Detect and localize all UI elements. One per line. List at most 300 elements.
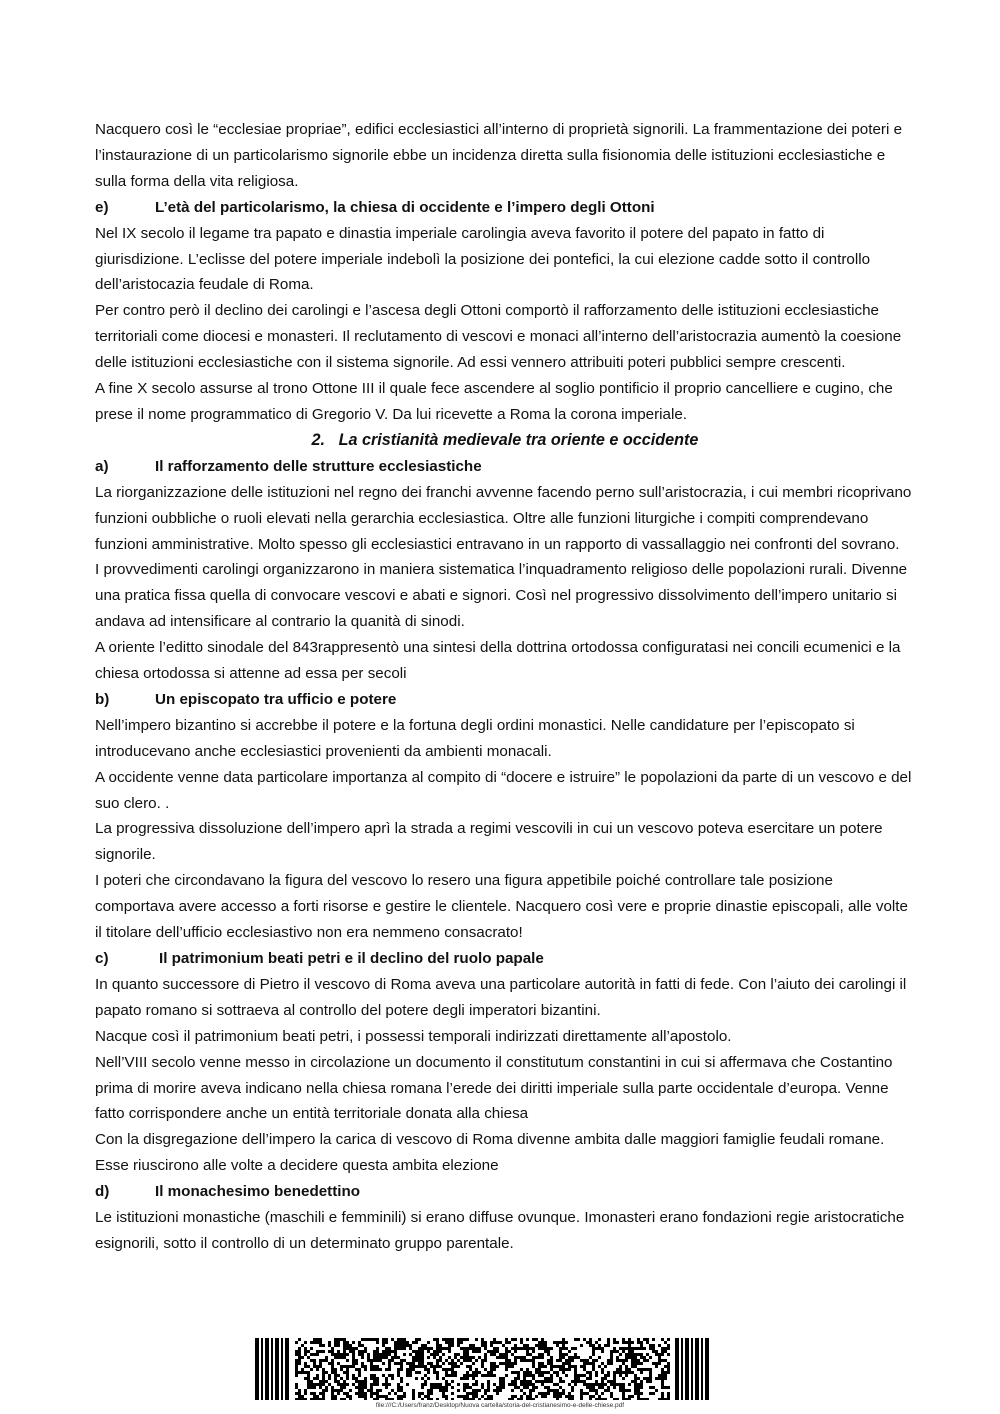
- barcode-bar: [451, 1359, 454, 1362]
- barcode-bar: [625, 1371, 628, 1374]
- barcode-bar: [370, 1362, 373, 1365]
- barcode-bar: [628, 1395, 631, 1398]
- barcode-bar: [484, 1389, 487, 1392]
- barcode-bar: [367, 1353, 370, 1356]
- barcode-bar: [541, 1365, 544, 1368]
- barcode-bar: [508, 1341, 511, 1344]
- barcode-bar: [499, 1386, 502, 1389]
- barcode-bar: [337, 1344, 340, 1347]
- barcode-bar: [637, 1389, 640, 1392]
- barcode-bar: [556, 1365, 559, 1368]
- barcode-bar: [340, 1338, 343, 1341]
- barcode-bar: [631, 1350, 634, 1353]
- barcode-bar: [499, 1362, 502, 1365]
- barcode-bar: [622, 1395, 625, 1398]
- barcode-bar: [532, 1383, 535, 1386]
- barcode-bar: [490, 1341, 493, 1344]
- barcode-bar: [661, 1359, 664, 1362]
- barcode-bar: [523, 1356, 526, 1359]
- barcode-bar: [481, 1395, 484, 1398]
- barcode-bar: [541, 1353, 544, 1356]
- barcode-bar: [490, 1353, 493, 1356]
- barcode-bar: [298, 1392, 301, 1395]
- barcode-bar: [493, 1362, 496, 1365]
- barcode-bar: [622, 1338, 625, 1341]
- barcode-bar: [637, 1359, 640, 1362]
- barcode-bar: [325, 1356, 328, 1359]
- barcode-bar: [472, 1350, 475, 1353]
- barcode-bar: [661, 1377, 664, 1380]
- barcode-bar: [592, 1389, 595, 1392]
- barcode-bar: [376, 1338, 379, 1341]
- barcode-bar: [598, 1386, 601, 1389]
- barcode-bar: [319, 1383, 322, 1386]
- section-title: Un episcopato tra ufficio e potere: [155, 690, 397, 708]
- barcode-bar: [337, 1356, 340, 1359]
- barcode-bar: [589, 1338, 592, 1341]
- barcode-bar: [631, 1365, 634, 1368]
- barcode-bar: [316, 1374, 319, 1377]
- barcode-bar: [538, 1353, 541, 1356]
- barcode-bar: [613, 1383, 616, 1386]
- barcode-bar: [634, 1347, 637, 1350]
- barcode-bar: [337, 1392, 340, 1395]
- barcode-bar: [649, 1356, 652, 1359]
- barcode-bar: [544, 1347, 547, 1350]
- barcode-bar: [370, 1386, 373, 1389]
- barcode-bar: [529, 1392, 532, 1395]
- barcode-bar: [397, 1341, 400, 1344]
- barcode-bar: [601, 1377, 604, 1380]
- barcode-bar: [667, 1365, 670, 1368]
- barcode-bar: [634, 1356, 637, 1359]
- barcode-bar: [547, 1386, 550, 1389]
- barcode-bar: [388, 1359, 391, 1362]
- barcode-bar: [562, 1356, 565, 1359]
- barcode-bar: [352, 1347, 355, 1350]
- barcode-bar: [517, 1398, 520, 1400]
- barcode-bar: [358, 1353, 361, 1356]
- barcode-bar: [388, 1350, 391, 1353]
- barcode-bar: [616, 1398, 619, 1400]
- barcode-bar: [565, 1374, 568, 1377]
- barcode-bar: [442, 1353, 445, 1356]
- paragraph: I provvedimenti carolingi organizzarono in maniera sistematica l’inquadramento religioso delle popolazioni rurali. Divenne una pratica fissa quella di convocare vescovi e abati e signori. Così nel progressivo dissolvimento dell’impero unitario si andava ad intensificare al contrario la quanità di sinodi.: [95, 561, 908, 631]
- barcode-bar: [340, 1383, 343, 1386]
- barcode-bar: [352, 1353, 355, 1356]
- barcode-bar: [505, 1362, 508, 1365]
- barcode-bar: [565, 1368, 568, 1371]
- barcode-bar: [610, 1395, 613, 1398]
- barcode-bar: [493, 1389, 496, 1392]
- barcode-bar: [343, 1383, 346, 1386]
- barcode-bar: [643, 1356, 646, 1359]
- barcode-bar: [373, 1380, 376, 1383]
- barcode-bar: [547, 1389, 550, 1392]
- barcode-bar: [529, 1395, 532, 1398]
- barcode-bar: [601, 1386, 604, 1389]
- barcode-bar: [403, 1392, 406, 1395]
- barcode-bar: [367, 1356, 370, 1359]
- barcode-bar: [664, 1374, 667, 1377]
- barcode-bar: [529, 1371, 532, 1374]
- barcode-bar: [514, 1383, 517, 1386]
- barcode-bar: [454, 1353, 457, 1356]
- barcode-bar: [388, 1365, 391, 1368]
- barcode-bar: [433, 1386, 436, 1389]
- barcode-bar: [397, 1347, 400, 1350]
- barcode-bar: [649, 1386, 652, 1389]
- barcode-bar: [421, 1359, 424, 1362]
- barcode-bar: [598, 1347, 601, 1350]
- barcode-bar: [397, 1362, 400, 1365]
- barcode-bar: [640, 1368, 643, 1371]
- barcode-bar: [370, 1374, 373, 1377]
- barcode-bar: [598, 1395, 601, 1398]
- barcode-bar: [421, 1365, 424, 1368]
- barcode-bar: [454, 1362, 457, 1365]
- barcode-bar: [667, 1368, 670, 1371]
- barcode-bar: [655, 1350, 658, 1353]
- barcode-bar: [613, 1380, 616, 1383]
- barcode-bar: [643, 1368, 646, 1371]
- barcode-bar: [613, 1386, 616, 1389]
- barcode-bar: [667, 1338, 670, 1341]
- barcode-bar: [481, 1383, 484, 1386]
- barcode-bar: [421, 1398, 424, 1400]
- barcode-bar: [373, 1383, 376, 1386]
- barcode-bar: [508, 1350, 511, 1353]
- barcode-bar: [370, 1377, 373, 1380]
- barcode-bar: [475, 1389, 478, 1392]
- barcode-bar: [391, 1398, 394, 1400]
- barcode-bar: [475, 1350, 478, 1353]
- barcode-bar: [556, 1344, 559, 1347]
- paragraph: A occidente venne data particolare importanza al compito di “docere e istruire” le popolazioni da parte di un vescovo e del suo clero. .: [95, 768, 912, 812]
- barcode-bar: [541, 1362, 544, 1365]
- barcode-bar: [307, 1350, 310, 1353]
- barcode-bar: [409, 1371, 412, 1374]
- barcode-bar: [463, 1377, 466, 1380]
- barcode-bar: [376, 1341, 379, 1344]
- barcode-bar: [511, 1380, 514, 1383]
- barcode-bar: [514, 1362, 517, 1365]
- barcode-bar: [532, 1350, 535, 1353]
- barcode-bar: [394, 1362, 397, 1365]
- barcode-bar: [601, 1380, 604, 1383]
- barcode-bar: [520, 1356, 523, 1359]
- barcode-bar: [442, 1368, 445, 1371]
- barcode-bar: [352, 1365, 355, 1368]
- barcode-bar: [604, 1374, 607, 1377]
- barcode-bar: [514, 1371, 517, 1374]
- barcode-bar: [436, 1383, 439, 1386]
- barcode-bar: [275, 1338, 279, 1400]
- barcode-bar: [337, 1341, 340, 1344]
- barcode-bar: [658, 1344, 661, 1347]
- barcode-bar: [361, 1392, 364, 1395]
- barcode-bar: [439, 1344, 442, 1347]
- barcode-bar: [598, 1356, 601, 1359]
- barcode-bar: [304, 1365, 307, 1368]
- barcode-bar: [701, 1338, 703, 1400]
- barcode-bar: [484, 1392, 487, 1395]
- barcode-bar: [619, 1383, 622, 1386]
- barcode-bar: [520, 1398, 523, 1400]
- barcode-bar: [463, 1383, 466, 1386]
- barcode-bar: [331, 1350, 334, 1353]
- barcode-bar: [349, 1389, 352, 1392]
- barcode-bar: [616, 1383, 619, 1386]
- barcode-bar: [448, 1344, 451, 1347]
- barcode-bar: [460, 1395, 463, 1398]
- barcode-bar: [658, 1362, 661, 1365]
- barcode-bar: [316, 1377, 319, 1380]
- barcode-bar: [532, 1389, 535, 1392]
- barcode: [255, 1338, 713, 1400]
- barcode-bar: [658, 1374, 661, 1377]
- barcode-bar: [511, 1347, 514, 1350]
- barcode-bar: [622, 1347, 625, 1350]
- barcode-bar: [514, 1347, 517, 1350]
- barcode-bar: [394, 1392, 397, 1395]
- barcode-bar: [409, 1374, 412, 1377]
- section-label: a): [95, 457, 109, 475]
- barcode-bar: [358, 1395, 361, 1398]
- barcode-bar: [427, 1368, 430, 1371]
- barcode-bar: [304, 1392, 307, 1395]
- barcode-bar: [397, 1368, 400, 1371]
- barcode-bar: [580, 1392, 583, 1395]
- barcode-bar: [415, 1371, 418, 1374]
- barcode-bar: [439, 1386, 442, 1389]
- barcode-bar: [376, 1392, 379, 1395]
- barcode-bar: [475, 1395, 478, 1398]
- barcode-bar: [619, 1371, 622, 1374]
- barcode-bar: [457, 1359, 460, 1362]
- barcode-bar: [397, 1389, 400, 1392]
- barcode-bar: [304, 1398, 307, 1400]
- barcode-bar: [634, 1374, 637, 1377]
- barcode-bar: [532, 1398, 535, 1400]
- barcode-bar: [442, 1377, 445, 1380]
- barcode-bar: [346, 1341, 349, 1344]
- barcode-bar: [418, 1371, 421, 1374]
- barcode-bar: [526, 1395, 529, 1398]
- barcode-bar: [409, 1353, 412, 1356]
- barcode-bar: [511, 1362, 514, 1365]
- barcode-bar: [285, 1338, 289, 1400]
- barcode-bar: [529, 1383, 532, 1386]
- barcode-bar: [655, 1362, 658, 1365]
- barcode-bar: [499, 1380, 502, 1383]
- barcode-bar: [562, 1380, 565, 1383]
- barcode-bar: [319, 1380, 322, 1383]
- barcode-bar: [622, 1341, 625, 1344]
- barcode-bar: [523, 1347, 526, 1350]
- barcode-bar: [487, 1389, 490, 1392]
- barcode-bar: [385, 1395, 388, 1398]
- barcode-bar: [346, 1392, 349, 1395]
- barcode-bar: [310, 1341, 313, 1344]
- barcode-bar: [436, 1347, 439, 1350]
- barcode-bar: [577, 1380, 580, 1383]
- barcode-bar: [544, 1377, 547, 1380]
- barcode-bar: [361, 1356, 364, 1359]
- barcode-bar: [565, 1341, 568, 1344]
- barcode-bar: [349, 1344, 352, 1347]
- barcode-bar: [490, 1395, 493, 1398]
- barcode-bar: [403, 1395, 406, 1398]
- barcode-bar: [592, 1395, 595, 1398]
- barcode-bar: [562, 1389, 565, 1392]
- barcode-bar: [589, 1398, 592, 1400]
- barcode-bar: [445, 1395, 448, 1398]
- barcode-bar: [460, 1377, 463, 1380]
- barcode-bar: [307, 1365, 310, 1368]
- barcode-bar: [532, 1377, 535, 1380]
- chapter-heading: [95, 428, 915, 454]
- barcode-bar: [406, 1371, 409, 1374]
- chapter-number: 2.: [311, 430, 326, 449]
- barcode-bar: [418, 1353, 421, 1356]
- barcode-bar: [652, 1338, 655, 1341]
- barcode-bar: [514, 1377, 517, 1380]
- barcode-bar: [448, 1383, 451, 1386]
- barcode-bar: [364, 1377, 367, 1380]
- barcode-bar: [523, 1392, 526, 1395]
- barcode-bar: [322, 1350, 325, 1353]
- barcode-bar: [406, 1341, 409, 1344]
- barcode-bar: [355, 1347, 358, 1350]
- barcode-bar: [607, 1344, 610, 1347]
- barcode-bar: [592, 1353, 595, 1356]
- barcode-bar: [538, 1341, 541, 1344]
- barcode-bar: [370, 1365, 373, 1368]
- barcode-bar: [436, 1362, 439, 1365]
- barcode-bar: [388, 1383, 391, 1386]
- barcode-bar: [337, 1380, 340, 1383]
- paragraph: La riorganizzazione delle istituzioni nel regno dei franchi avvenne facendo perno sull’aristocrazia, i cui membri ricoprivano funzioni oubbliche o ruoli elevati nella gerarchia ecclesiastica. Oltre alle funzioni liturgiche i compiti comprendevano funzioni amministrative. Molto spesso gli ecclesiastici entravano in un rapporto di vassallaggio nei confronti del sovrano.: [95, 483, 912, 553]
- barcode-bar: [427, 1362, 430, 1365]
- barcode-bar: [652, 1362, 655, 1365]
- barcode-bar: [538, 1347, 541, 1350]
- barcode-bar: [334, 1380, 337, 1383]
- barcode-bar: [610, 1362, 613, 1365]
- barcode-bar: [487, 1386, 490, 1389]
- barcode-bar: [313, 1365, 316, 1368]
- barcode-bar: [541, 1344, 544, 1347]
- barcode-bar: [298, 1398, 301, 1400]
- barcode-bar: [448, 1347, 451, 1350]
- barcode-bar: [433, 1353, 436, 1356]
- barcode-bar: [487, 1380, 490, 1383]
- barcode-bar: [436, 1344, 439, 1347]
- barcode-bar: [562, 1347, 565, 1350]
- section-heading-e: [95, 195, 915, 221]
- barcode-bar: [448, 1338, 451, 1341]
- barcode-bar: [316, 1398, 319, 1400]
- barcode-bar: [535, 1395, 538, 1398]
- barcode-bar: [376, 1395, 379, 1398]
- barcode-bar: [430, 1347, 433, 1350]
- barcode-bar: [463, 1347, 466, 1350]
- barcode-bar: [364, 1347, 367, 1350]
- barcode-bar: [532, 1386, 535, 1389]
- barcode-bar: [568, 1383, 571, 1386]
- barcode-bar: [367, 1389, 370, 1392]
- barcode-bar: [631, 1380, 634, 1383]
- barcode-bar: [394, 1341, 397, 1344]
- barcode-bar: [328, 1374, 331, 1377]
- barcode-bar: [607, 1362, 610, 1365]
- barcode-bar: [379, 1368, 382, 1371]
- barcode-bar: [439, 1347, 442, 1350]
- barcode-bar: [517, 1374, 520, 1377]
- barcode-bar: [661, 1368, 664, 1371]
- barcode-bar: [616, 1371, 619, 1374]
- barcode-bar: [487, 1398, 490, 1400]
- barcode-bar: [619, 1368, 622, 1371]
- barcode-bar: [505, 1368, 508, 1371]
- barcode-bar: [355, 1362, 358, 1365]
- barcode-bar: [544, 1371, 547, 1374]
- barcode-bar: [466, 1365, 469, 1368]
- barcode-bar: [562, 1365, 565, 1368]
- barcode-bar: [571, 1395, 574, 1398]
- barcode-bar: [343, 1353, 346, 1356]
- barcode-bar: [667, 1362, 670, 1365]
- barcode-bar: [415, 1377, 418, 1380]
- barcode-bar: [634, 1383, 637, 1386]
- barcode-bar: [412, 1356, 415, 1359]
- barcode-bar: [547, 1350, 550, 1353]
- barcode-bar: [445, 1371, 448, 1374]
- barcode-bar: [616, 1341, 619, 1344]
- barcode-bar: [592, 1365, 595, 1368]
- barcode-bar: [538, 1368, 541, 1371]
- barcode-bar: [448, 1341, 451, 1344]
- barcode-bar: [472, 1356, 475, 1359]
- barcode-bar: [526, 1344, 529, 1347]
- barcode-bar: [523, 1377, 526, 1380]
- barcode-bar: [334, 1368, 337, 1371]
- barcode-bar: [316, 1368, 319, 1371]
- barcode-bar: [553, 1389, 556, 1392]
- barcode-bar: [352, 1383, 355, 1386]
- barcode-bar: [529, 1347, 532, 1350]
- barcode-bar: [541, 1392, 544, 1395]
- barcode-bar: [301, 1368, 304, 1371]
- barcode-bar: [439, 1365, 442, 1368]
- barcode-bar: [484, 1356, 487, 1359]
- barcode-bar: [664, 1341, 667, 1344]
- barcode-bar: [361, 1389, 364, 1392]
- barcode-bar: [580, 1365, 583, 1368]
- barcode-bar: [388, 1353, 391, 1356]
- barcode-bar: [595, 1383, 598, 1386]
- barcode-bar: [412, 1350, 415, 1353]
- barcode-bar: [643, 1377, 646, 1380]
- barcode-bar: [520, 1368, 523, 1371]
- barcode-bar: [705, 1338, 709, 1400]
- barcode-bar: [661, 1338, 664, 1341]
- barcode-bar: [610, 1353, 613, 1356]
- section-heading-c: [95, 946, 915, 972]
- barcode-bar: [376, 1347, 379, 1350]
- barcode-bar: [313, 1353, 316, 1356]
- barcode-bar: [619, 1365, 622, 1368]
